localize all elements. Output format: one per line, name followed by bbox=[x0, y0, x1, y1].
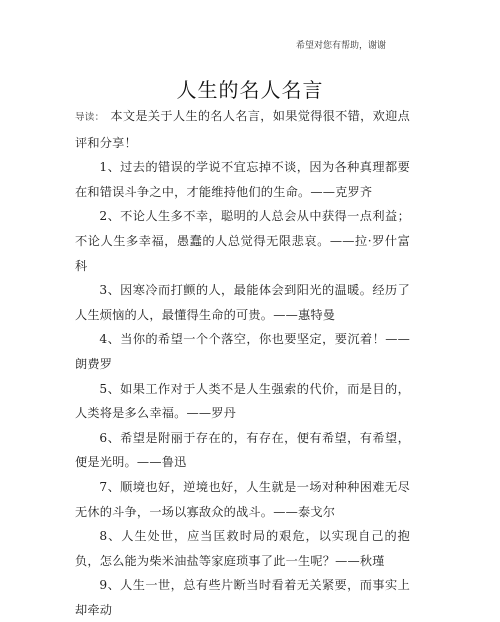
quote-paragraph: 2、不论人生多不幸，聪明的人总会从中获得一点利益；不论人生多幸福，愚蠢的人总觉得无限悲哀。——拉·罗什富科 bbox=[75, 209, 410, 273]
header-note: 希望对您有帮助，谢谢 bbox=[296, 41, 387, 51]
quote-paragraph: 6、希望是附丽于存在的，有存在，便有希望，有希望，便是光明。——鲁迅 bbox=[75, 430, 410, 470]
quote-paragraph: 4、当你的希望一个个落空，你也要坚定，要沉着！——朗费罗 bbox=[75, 332, 410, 371]
quote-paragraph: 8、人生处世，应当匡救时局的艰危，以实现自己的抱负，怎么能为柴米油盐等家庭琐事了此一生呢？——秋瑾 bbox=[75, 529, 410, 568]
intro-paragraph bbox=[75, 104, 410, 155]
quote-paragraph: 9、人生一世，总有些片断当时看着无关紧要，而事实上却牵动 bbox=[75, 578, 410, 617]
quote-paragraph: 5、如果工作对于人类不是人生强索的代价，而是目的，人类将是多么幸福。——罗丹 bbox=[75, 381, 410, 421]
page-title: 人生的名人名言 bbox=[176, 78, 324, 102]
quote-paragraph: 1、过去的错误的学说不宜忘掉不谈，因为各种真理都要在和错误斗争之中，才能维持他们的生命。——克罗齐 bbox=[75, 160, 410, 199]
quote-paragraph: 3、因寒冷而打颤的人，最能体会到阳光的温暖。经历了人生烦恼的人，最懂得生命的可贵。——惠特曼 bbox=[75, 283, 410, 322]
intro-label: 导读： bbox=[75, 112, 105, 123]
document-body bbox=[75, 104, 410, 622]
intro-text: 本文是关于人生的名人名言，如果觉得很不错，欢迎点评和分享！ bbox=[75, 109, 410, 150]
quote-paragraph: 7、顺境也好，逆境也好，人生就是一场对种种困难无尽无休的斗争，一场以寡敌众的战斗。——泰戈尔 bbox=[75, 479, 410, 519]
